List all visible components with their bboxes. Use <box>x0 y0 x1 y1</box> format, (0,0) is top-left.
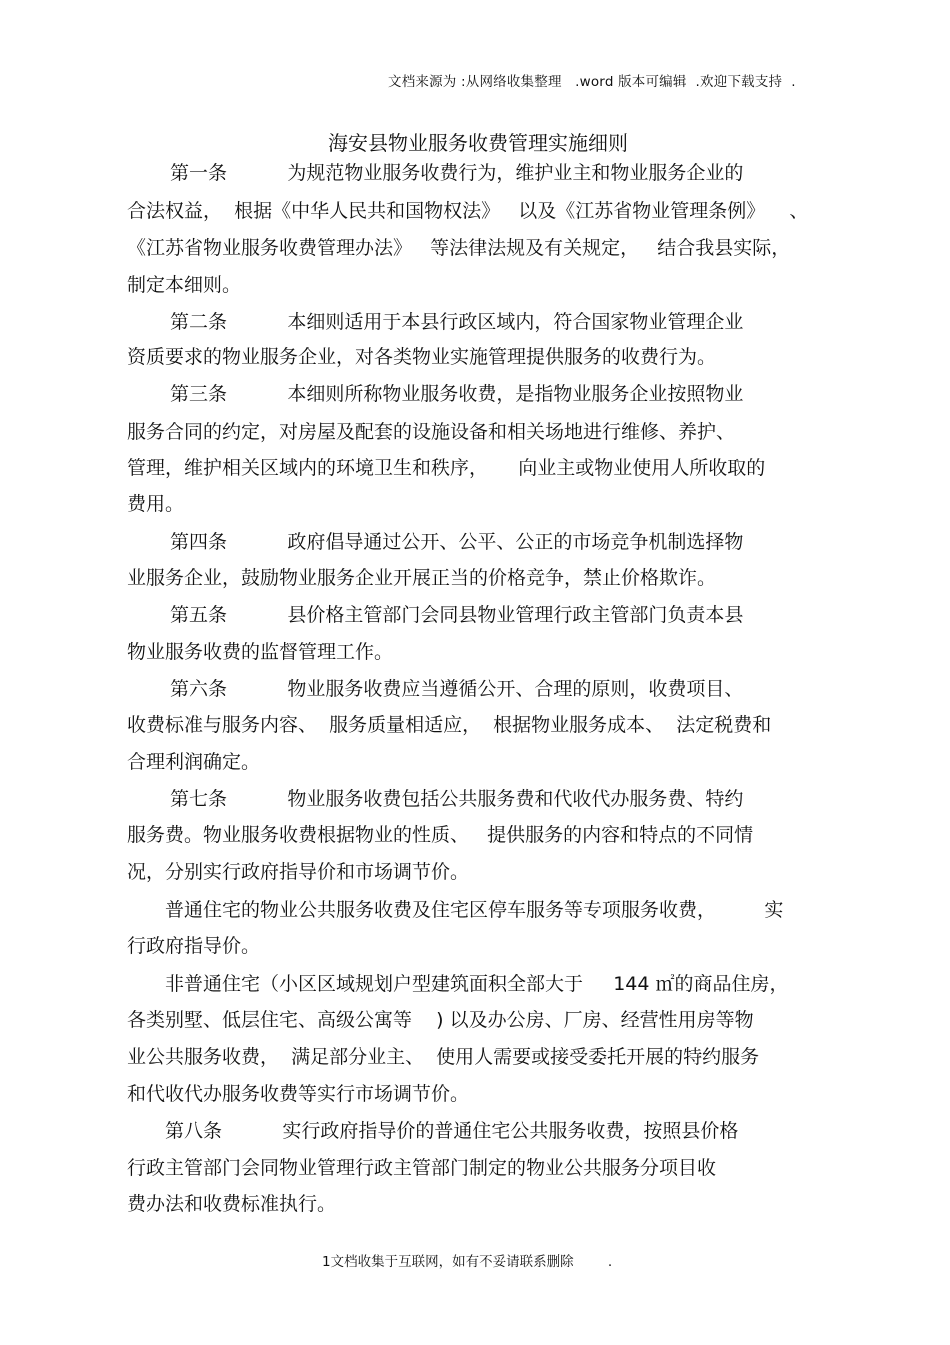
text-line: 资质要求的物业服务企业，对各类物业实施管理提供服务的收费行为。 <box>127 346 717 368</box>
text-line: 物业服务收费的监督管理工作。 <box>127 641 394 663</box>
text-line: 制定本细则。 <box>127 274 242 296</box>
text-line: 第八条 实行政府指导价的普通住宅公共服务收费，按照县价格 <box>165 1120 739 1142</box>
text-line: 业服务企业，鼓励物业服务企业开展正当的价格竞争，禁止价格欺诈。 <box>127 567 717 589</box>
text-line: 服务合同的约定，对房屋及配套的设施设备和相关场地进行维修、养护、 <box>127 421 736 443</box>
footer-note: 1文档收集于互联网，如有不妥请联系删除 . <box>322 1254 613 1270</box>
text-line: 合法权益， 根据《中华人民共和国物权法》 以及《江苏省物业管理条例》 、 <box>127 200 809 222</box>
text-line: 第一条 为规范物业服务收费行为，维护业主和物业服务企业的 <box>170 162 744 184</box>
text-line: 非普通住宅（小区区域规划户型建筑面积全部大于 144 ㎡的商品住房， <box>165 973 789 995</box>
text-line: 第七条 物业服务收费包括公共服务费和代收代办服务费、特约 <box>170 788 744 810</box>
text-line: 《江苏省物业服务收费管理办法》 等法律法规及有关规定， 结合我县实际， <box>127 237 791 259</box>
text-line: 管理，维护相关区域内的环境卫生和秩序， 向业主或物业使用人所收取的 <box>127 457 766 479</box>
text-line: 行政主管部门会同物业管理行政主管部门制定的物业公共服务分项目收 <box>127 1157 717 1179</box>
source-note: 文档来源为 :从网络收集整理 .word 版本可编辑 .欢迎下载支持 . <box>388 74 796 90</box>
text-line: 第三条 本细则所称物业服务收费，是指物业服务企业按照物业 <box>170 383 744 405</box>
text-line: 第四条 政府倡导通过公开、公平、公正的市场竞争机制选择物 <box>170 531 744 553</box>
text-line: 收费标准与服务内容、 服务质量相适应， 根据物业服务成本、 法定税费和 <box>127 714 772 736</box>
text-line: 普通住宅的物业公共服务收费及住宅区停车服务等专项服务收费， 实 <box>165 899 784 921</box>
text-line: 合理利润确定。 <box>127 751 261 773</box>
text-line: 服务费。物业服务收费根据物业的性质、 提供服务的内容和特点的不同情 <box>127 824 754 846</box>
text-line: 费用。 <box>127 493 185 515</box>
text-line: 第五条 县价格主管部门会同县物业管理行政主管部门负责本县 <box>170 604 744 626</box>
text-line: 各类别墅、低层住宅、高级公寓等 ) 以及办公房、厂房、经营性用房等物 <box>127 1009 754 1031</box>
text-line: 行政府指导价。 <box>127 935 261 957</box>
text-line: 业公共服务收费， 满足部分业主、 使用人需要或接受委托开展的特约服务 <box>127 1046 760 1068</box>
text-line: 和代收代办服务收费等实行市场调节价。 <box>127 1083 470 1105</box>
text-line: 况，分别实行政府指导价和市场调节价。 <box>127 861 470 883</box>
text-line: 第二条 本细则适用于本县行政区域内，符合国家物业管理企业 <box>170 311 744 333</box>
text-line: 第六条 物业服务收费应当遵循公开、合理的原则，收费项目、 <box>170 678 744 700</box>
document-title: 海安县物业服务收费管理实施细则 <box>328 131 628 155</box>
text-line: 费办法和收费标准执行。 <box>127 1193 337 1215</box>
